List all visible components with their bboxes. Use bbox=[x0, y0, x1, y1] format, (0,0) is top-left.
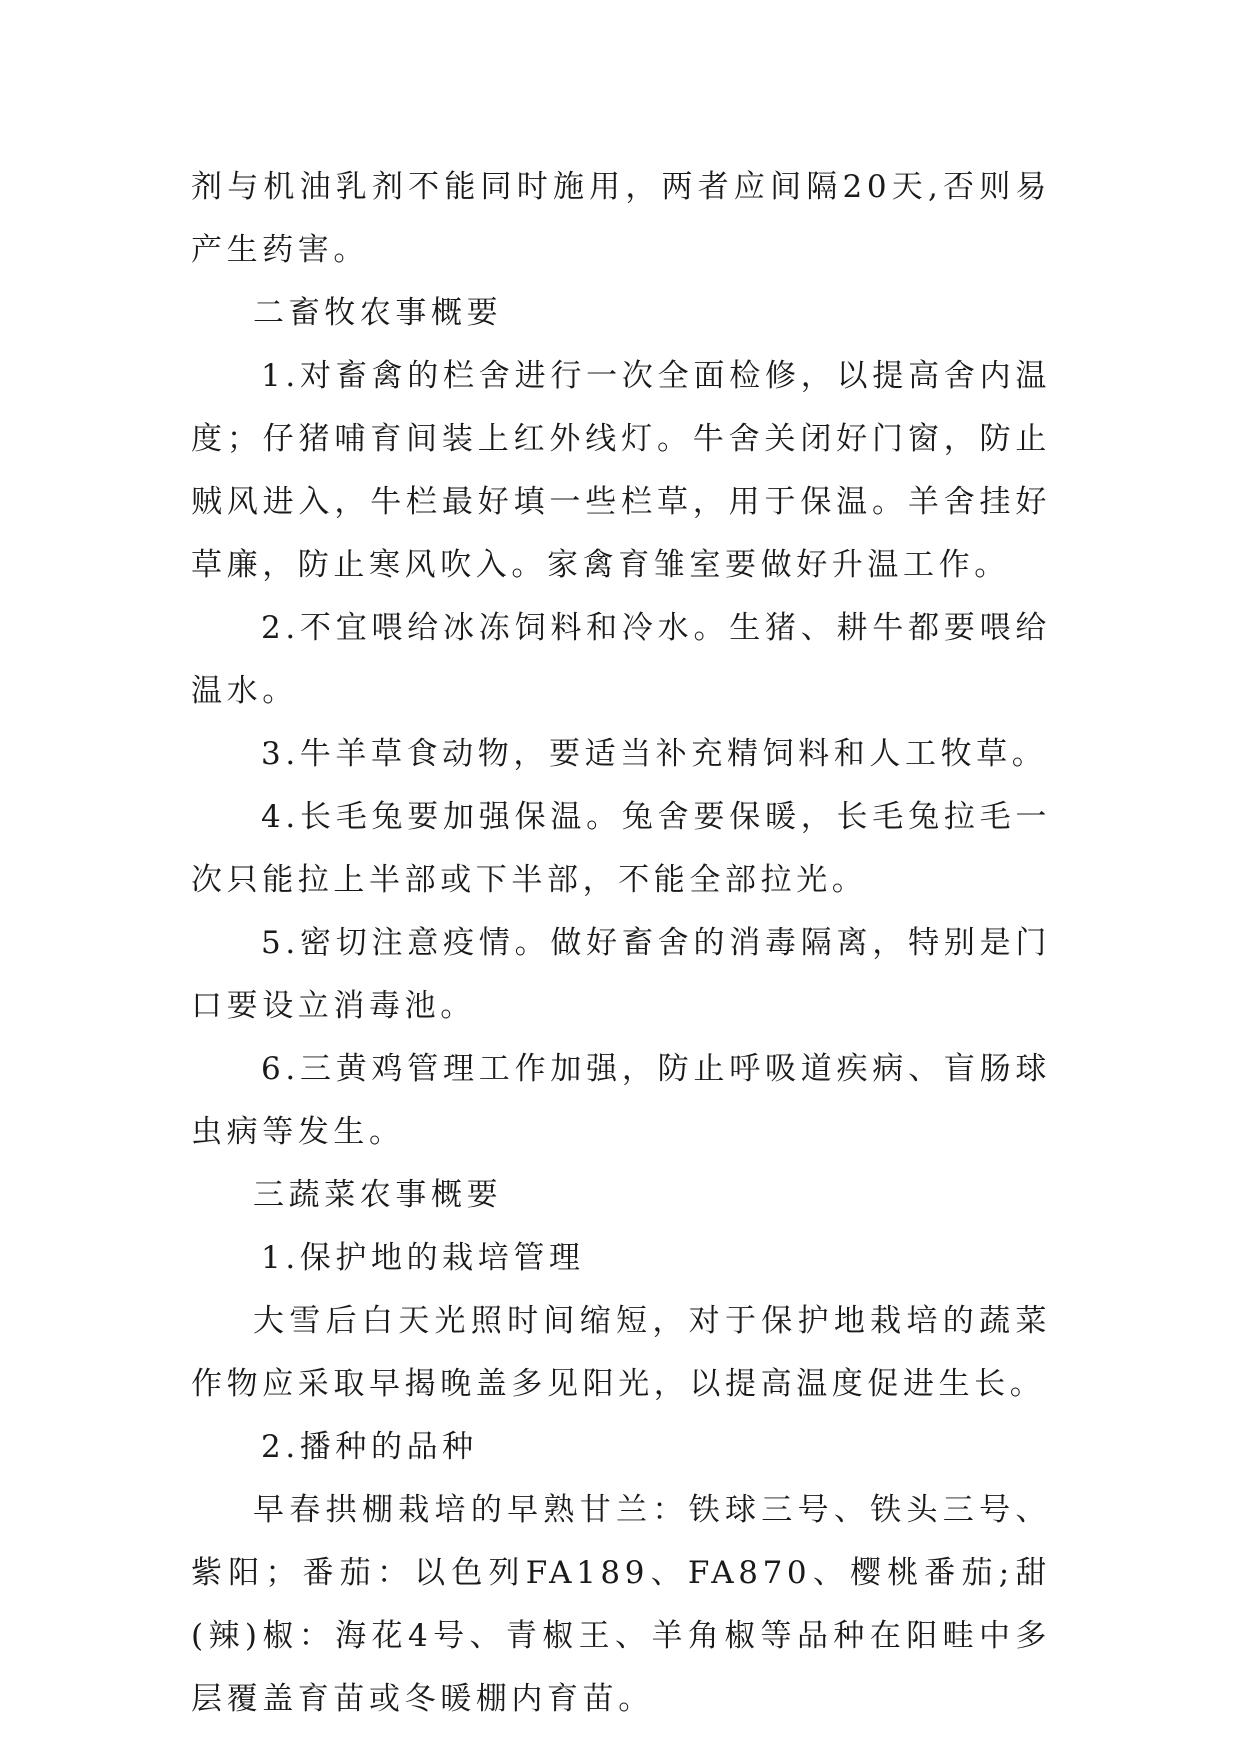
paragraph-protected-cultivation: 大雪后白天光照时间缩短，对于保护地栽培的蔬菜作物应采取早揭晚盖多见阳光，以提高温度促进生长。 bbox=[191, 1303, 1051, 1402]
list-item-livestock-6: 6.三黄鸡管理工作加强，防止呼吸道疾病、盲肠球虫病等发生。 bbox=[191, 1051, 1051, 1150]
paragraph-continuation: 剂与机油乳剂不能同时施用，两者应间隔20天,否则易产生药害。 bbox=[191, 169, 1051, 268]
list-item-livestock-5: 5.密切注意疫情。做好畜舍的消毒隔离，特别是门口要设立消毒池。 bbox=[191, 925, 1051, 1024]
list-item-livestock-4: 4.长毛兔要加强保温。兔舍要保暖，长毛兔拉毛一次只能拉上半部或下半部，不能全部拉光。 bbox=[191, 799, 1051, 898]
list-item-livestock-3: 3.牛羊草食动物，要适当补充精饲料和人工牧草。 bbox=[261, 736, 1048, 772]
list-item-livestock-2: 2.不宜喂给冰冻饲料和冷水。生猪、耕牛都要喂给温水。 bbox=[191, 610, 1051, 709]
document-body bbox=[191, 156, 1051, 1731]
paragraph-varieties: 早春拱棚栽培的早熟甘兰：铁球三号、铁头三号、紫阳；番茄：以色列FA189、FA870、樱桃番茄;甜(辣)椒：海花4号、青椒王、羊角椒等品种在阳畦中多层覆盖育苗或冬暖棚内育苗。 bbox=[191, 1492, 1051, 1717]
section-heading-livestock: 二畜牧农事概要 bbox=[253, 295, 503, 331]
list-item-livestock-1: 1.对畜禽的栏舍进行一次全面检修，以提高舍内温度；仔猪哺育间装上红外线灯。牛舍关闭好门窗，防止贼风进入，牛栏最好填一些栏草，用于保温。羊舍挂好草廉，防止寒风吹入。家禽育雏室要做好升温工作。 bbox=[191, 358, 1051, 583]
section-heading-vegetables: 三蔬菜农事概要 bbox=[253, 1177, 503, 1213]
subheading-varieties: 2.播种的品种 bbox=[261, 1429, 478, 1465]
subheading-protected-cultivation: 1.保护地的栽培管理 bbox=[261, 1240, 585, 1276]
